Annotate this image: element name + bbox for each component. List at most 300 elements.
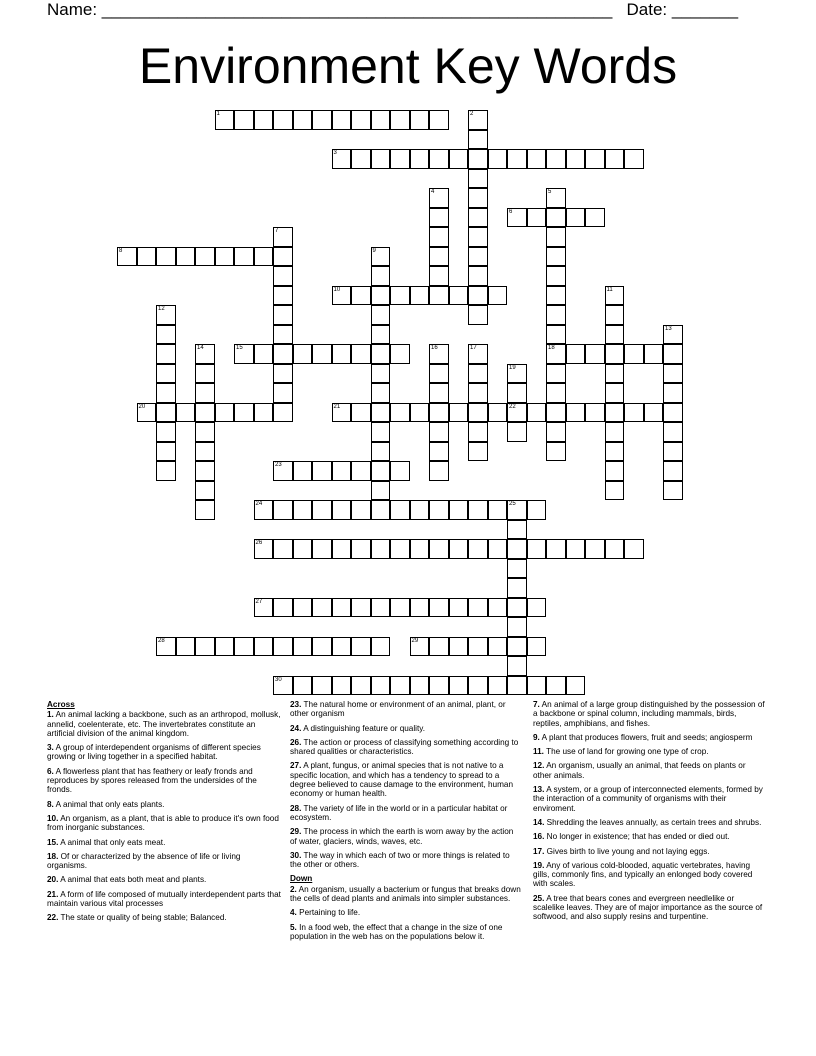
crossword-cell[interactable] xyxy=(273,676,293,696)
crossword-cell[interactable] xyxy=(390,676,410,696)
crossword-cell[interactable] xyxy=(371,344,391,364)
clue-item-text: Gives birth to live young and not laying eggs. xyxy=(544,846,710,856)
crossword-cell[interactable] xyxy=(449,598,469,618)
crossword-cell[interactable] xyxy=(137,403,157,423)
crossword-cell[interactable] xyxy=(468,598,488,618)
crossword-cell[interactable] xyxy=(371,110,391,130)
crossword-cell[interactable] xyxy=(215,637,235,657)
crossword-cell[interactable] xyxy=(234,110,254,130)
crossword-cell[interactable] xyxy=(585,403,605,423)
clue-item xyxy=(290,851,522,870)
crossword-cell[interactable] xyxy=(117,247,137,267)
crossword-cell[interactable] xyxy=(507,598,527,618)
crossword-cell[interactable] xyxy=(195,442,215,462)
crossword-cell[interactable] xyxy=(546,247,566,267)
crossword-cell[interactable] xyxy=(351,403,371,423)
crossword-cell[interactable] xyxy=(546,383,566,403)
crossword-cell[interactable] xyxy=(371,403,391,423)
crossword-cell[interactable] xyxy=(293,461,313,481)
crossword-cell[interactable] xyxy=(585,149,605,169)
clue-item-number: 25. xyxy=(533,893,545,903)
crossword-cell[interactable] xyxy=(390,539,410,559)
clue-item-text: An organism, usually a bacterium or fungus that breaks down the cells of dead plants and animals into simpler substances. xyxy=(290,884,521,904)
crossword-cell[interactable] xyxy=(156,422,176,442)
crossword-cell[interactable] xyxy=(429,637,449,657)
crossword-cell[interactable] xyxy=(663,325,683,345)
crossword-cell[interactable] xyxy=(176,403,196,423)
crossword-cell[interactable] xyxy=(507,578,527,598)
crossword-cell[interactable] xyxy=(195,364,215,384)
crossword-cell[interactable] xyxy=(273,598,293,618)
crossword-cell[interactable] xyxy=(546,188,566,208)
crossword-cell[interactable] xyxy=(429,227,449,247)
crossword-cell[interactable] xyxy=(195,422,215,442)
crossword-cell[interactable] xyxy=(215,403,235,423)
crossword-cell[interactable] xyxy=(371,442,391,462)
crossword-cell[interactable] xyxy=(390,461,410,481)
crossword-cell[interactable] xyxy=(332,539,352,559)
crossword-cell[interactable] xyxy=(429,461,449,481)
crossword-cell[interactable] xyxy=(254,500,274,520)
crossword-cell[interactable] xyxy=(429,149,449,169)
crossword-cell[interactable] xyxy=(468,110,488,130)
crossword-cell[interactable] xyxy=(546,676,566,696)
crossword-cell[interactable] xyxy=(546,403,566,423)
clue-item-text: Shredding the leaves annually, as certain trees and shrubs. xyxy=(544,817,762,827)
crossword-cell[interactable] xyxy=(254,598,274,618)
crossword-cell[interactable] xyxy=(156,461,176,481)
crossword-cell[interactable] xyxy=(449,539,469,559)
crossword-cell[interactable] xyxy=(507,676,527,696)
crossword-cell[interactable] xyxy=(605,344,625,364)
crossword-cell[interactable] xyxy=(507,559,527,579)
crossword-cell[interactable] xyxy=(468,676,488,696)
crossword-cell[interactable] xyxy=(371,266,391,286)
crossword-cell[interactable] xyxy=(332,461,352,481)
crossword-cell[interactable] xyxy=(585,344,605,364)
crossword-cell[interactable] xyxy=(429,364,449,384)
clue-item-number: 9. xyxy=(533,732,540,742)
crossword-cell[interactable] xyxy=(663,461,683,481)
crossword-cell[interactable] xyxy=(371,286,391,306)
crossword-cell[interactable] xyxy=(546,325,566,345)
crossword-cell[interactable] xyxy=(312,500,332,520)
crossword-cell[interactable] xyxy=(449,500,469,520)
crossword-cell[interactable] xyxy=(468,227,488,247)
crossword-cell[interactable] xyxy=(293,344,313,364)
crossword-cell[interactable] xyxy=(371,247,391,267)
crossword-cell[interactable] xyxy=(156,637,176,657)
crossword-cell[interactable] xyxy=(293,110,313,130)
crossword-cell[interactable] xyxy=(332,403,352,423)
clue-item-text: An animal of a large group distinguished by the possession of a backbone or spinal column, including mammals, birds, reptiles, amphibians, and fishes. xyxy=(533,700,765,728)
crossword-cell[interactable] xyxy=(507,149,527,169)
crossword-cell[interactable] xyxy=(429,442,449,462)
clue-number: 8 xyxy=(119,247,123,254)
crossword-cell[interactable] xyxy=(195,403,215,423)
crossword-cell[interactable] xyxy=(429,286,449,306)
crossword-cell[interactable] xyxy=(410,403,430,423)
crossword-cell[interactable] xyxy=(605,403,625,423)
crossword-cell[interactable] xyxy=(663,481,683,501)
down-heading: Down xyxy=(290,874,313,884)
crossword-cell[interactable] xyxy=(507,656,527,676)
crossword-cell[interactable] xyxy=(488,598,508,618)
crossword-cell[interactable] xyxy=(468,539,488,559)
crossword-cell[interactable] xyxy=(273,305,293,325)
clue-item-number: 8. xyxy=(47,799,54,809)
crossword-cell[interactable] xyxy=(293,637,313,657)
crossword-cell[interactable] xyxy=(605,539,625,559)
crossword-cell[interactable] xyxy=(527,539,547,559)
crossword-cell[interactable] xyxy=(390,403,410,423)
crossword-cell[interactable] xyxy=(351,344,371,364)
crossword-cell[interactable] xyxy=(371,676,391,696)
crossword-cell[interactable] xyxy=(293,539,313,559)
crossword-cell[interactable] xyxy=(605,481,625,501)
crossword-cell[interactable] xyxy=(585,208,605,228)
crossword-cell[interactable] xyxy=(527,676,547,696)
crossword-cell[interactable] xyxy=(507,383,527,403)
crossword-cell[interactable] xyxy=(449,676,469,696)
crossword-cell[interactable] xyxy=(429,110,449,130)
crossword-cell[interactable] xyxy=(429,383,449,403)
crossword-cell[interactable] xyxy=(176,247,196,267)
crossword-cell[interactable] xyxy=(566,208,586,228)
crossword-cell[interactable] xyxy=(273,344,293,364)
crossword-cell[interactable] xyxy=(273,637,293,657)
crossword-cell[interactable] xyxy=(371,461,391,481)
crossword-cell[interactable] xyxy=(332,149,352,169)
crossword-cell[interactable] xyxy=(605,383,625,403)
clue-item-number: 20. xyxy=(47,875,59,885)
crossword-cell[interactable] xyxy=(468,266,488,286)
crossword-cell[interactable] xyxy=(546,208,566,228)
crossword-cell[interactable] xyxy=(488,149,508,169)
crossword-cell[interactable] xyxy=(293,676,313,696)
crossword-cell[interactable] xyxy=(273,110,293,130)
crossword-cell[interactable] xyxy=(371,422,391,442)
crossword-cell[interactable] xyxy=(254,637,274,657)
crossword-cell[interactable] xyxy=(429,344,449,364)
crossword-cell[interactable] xyxy=(566,344,586,364)
crossword-cell[interactable] xyxy=(527,598,547,618)
crossword-cell[interactable] xyxy=(312,676,332,696)
crossword-cell[interactable] xyxy=(546,442,566,462)
crossword-cell[interactable] xyxy=(273,247,293,267)
crossword-cell[interactable] xyxy=(605,442,625,462)
crossword-cell[interactable] xyxy=(351,461,371,481)
crossword-cell[interactable] xyxy=(371,481,391,501)
crossword-cell[interactable] xyxy=(449,637,469,657)
crossword-cell[interactable] xyxy=(332,676,352,696)
clue-item-text: In a food web, the effect that a change in the size of one population in the web has on the populations below it. xyxy=(290,922,503,941)
crossword-cell[interactable] xyxy=(644,403,664,423)
crossword-cell[interactable] xyxy=(273,325,293,345)
crossword-cell[interactable] xyxy=(527,637,547,657)
crossword-cell[interactable] xyxy=(254,344,274,364)
crossword-cell[interactable] xyxy=(527,403,547,423)
crossword-cell[interactable] xyxy=(507,422,527,442)
crossword-cell[interactable] xyxy=(156,344,176,364)
crossword-cell[interactable] xyxy=(410,500,430,520)
crossword-cell[interactable] xyxy=(351,110,371,130)
crossword-cell[interactable] xyxy=(215,247,235,267)
crossword-cell[interactable] xyxy=(254,110,274,130)
crossword-cell[interactable] xyxy=(156,305,176,325)
crossword-cell[interactable] xyxy=(429,539,449,559)
crossword-cell[interactable] xyxy=(468,286,488,306)
clue-item xyxy=(290,724,522,733)
crossword-cell[interactable] xyxy=(468,305,488,325)
crossword-cell[interactable] xyxy=(351,149,371,169)
crossword-cell[interactable] xyxy=(390,598,410,618)
crossword-cell[interactable] xyxy=(312,461,332,481)
crossword-cell[interactable] xyxy=(371,305,391,325)
crossword-cell[interactable] xyxy=(468,344,488,364)
crossword-cell[interactable] xyxy=(429,266,449,286)
crossword-cell[interactable] xyxy=(410,637,430,657)
crossword-cell[interactable] xyxy=(605,325,625,345)
crossword-cell[interactable] xyxy=(332,344,352,364)
crossword-cell[interactable] xyxy=(546,344,566,364)
crossword-cell[interactable] xyxy=(371,637,391,657)
crossword-cell[interactable] xyxy=(663,442,683,462)
crossword-cell[interactable] xyxy=(546,286,566,306)
crossword-cell[interactable] xyxy=(468,403,488,423)
crossword-cell[interactable] xyxy=(507,539,527,559)
crossword-cell[interactable] xyxy=(468,364,488,384)
crossword-cell[interactable] xyxy=(332,500,352,520)
crossword-cell[interactable] xyxy=(254,403,274,423)
crossword-cell[interactable] xyxy=(429,500,449,520)
crossword-cell[interactable] xyxy=(624,149,644,169)
crossword-cell[interactable] xyxy=(390,500,410,520)
crossword-cell[interactable] xyxy=(195,383,215,403)
crossword-cell[interactable] xyxy=(605,305,625,325)
crossword-cell[interactable] xyxy=(410,598,430,618)
crossword-cell[interactable] xyxy=(507,500,527,520)
crossword-cell[interactable] xyxy=(156,383,176,403)
crossword-cell[interactable] xyxy=(273,461,293,481)
crossword-cell[interactable] xyxy=(488,500,508,520)
crossword-cell[interactable] xyxy=(273,266,293,286)
crossword-cell[interactable] xyxy=(605,286,625,306)
crossword-cell[interactable] xyxy=(371,364,391,384)
crossword-cell[interactable] xyxy=(566,539,586,559)
crossword-cell[interactable] xyxy=(449,149,469,169)
crossword-cell[interactable] xyxy=(663,364,683,384)
crossword-cell[interactable] xyxy=(254,247,274,267)
crossword-cell[interactable] xyxy=(468,247,488,267)
crossword-cell[interactable] xyxy=(468,422,488,442)
clue-item xyxy=(47,814,281,833)
crossword-cell[interactable] xyxy=(468,130,488,150)
clue-item-text: A animal that only eats plants. xyxy=(53,799,165,809)
crossword-cell[interactable] xyxy=(273,403,293,423)
crossword-cell[interactable] xyxy=(273,364,293,384)
crossword-cell[interactable] xyxy=(624,539,644,559)
clues-column-across xyxy=(47,700,281,928)
crossword-cell[interactable] xyxy=(585,539,605,559)
crossword-cell[interactable] xyxy=(527,149,547,169)
crossword-cell[interactable] xyxy=(507,520,527,540)
crossword-cell[interactable] xyxy=(410,149,430,169)
crossword-cell[interactable] xyxy=(429,188,449,208)
crossword-cell[interactable] xyxy=(449,286,469,306)
crossword-cell[interactable] xyxy=(429,403,449,423)
clue-number: 1 xyxy=(216,111,220,117)
crossword-cell[interactable] xyxy=(488,403,508,423)
crossword-cell[interactable] xyxy=(312,110,332,130)
crossword-cell[interactable] xyxy=(605,461,625,481)
crossword-cell[interactable] xyxy=(468,149,488,169)
crossword-cell[interactable] xyxy=(351,676,371,696)
crossword-cell[interactable] xyxy=(156,442,176,462)
crossword-cell[interactable] xyxy=(468,188,488,208)
crossword-cell[interactable] xyxy=(449,403,469,423)
crossword-cell[interactable] xyxy=(234,247,254,267)
clue-item xyxy=(47,852,281,871)
crossword-cell[interactable] xyxy=(293,598,313,618)
crossword-cell[interactable] xyxy=(624,344,644,364)
crossword-cell[interactable] xyxy=(371,149,391,169)
crossword-cell[interactable] xyxy=(312,344,332,364)
crossword-cell[interactable] xyxy=(663,403,683,423)
crossword-cell[interactable] xyxy=(546,227,566,247)
crossword-cell[interactable] xyxy=(605,149,625,169)
crossword-cell[interactable] xyxy=(332,598,352,618)
clue-number: 29 xyxy=(411,637,419,644)
crossword-cell[interactable] xyxy=(546,422,566,442)
crossword-cell[interactable] xyxy=(254,539,274,559)
crossword-cell[interactable] xyxy=(273,286,293,306)
crossword-cell[interactable] xyxy=(351,637,371,657)
crossword-cell[interactable] xyxy=(156,247,176,267)
crossword-cell[interactable] xyxy=(488,539,508,559)
crossword-cell[interactable] xyxy=(371,325,391,345)
crossword-cell[interactable] xyxy=(644,344,664,364)
crossword-cell[interactable] xyxy=(195,344,215,364)
crossword-cell[interactable] xyxy=(566,149,586,169)
crossword-cell[interactable] xyxy=(410,676,430,696)
crossword-cell[interactable] xyxy=(468,383,488,403)
crossword-cell[interactable] xyxy=(429,676,449,696)
crossword-cell[interactable] xyxy=(156,364,176,384)
crossword-cell[interactable] xyxy=(351,539,371,559)
crossword-cell[interactable] xyxy=(507,364,527,384)
crossword-cell[interactable] xyxy=(527,500,547,520)
crossword-cell[interactable] xyxy=(468,208,488,228)
crossword-cell[interactable] xyxy=(488,676,508,696)
crossword-cell[interactable] xyxy=(488,637,508,657)
crossword-cell[interactable] xyxy=(137,247,157,267)
crossword-cell[interactable] xyxy=(351,286,371,306)
clue-item-text: A tree that bears cones and evergreen needlelike or scalelike leaves. They are of major importance as the source of softwood, and also supply resins and turpentine. xyxy=(533,893,763,922)
crossword-cell[interactable] xyxy=(663,383,683,403)
crossword-cell[interactable] xyxy=(312,637,332,657)
crossword-cell[interactable] xyxy=(351,500,371,520)
clue-number: 15 xyxy=(236,345,243,351)
crossword-cell[interactable] xyxy=(468,442,488,462)
crossword-cell[interactable] xyxy=(527,208,547,228)
crossword-cell[interactable] xyxy=(546,266,566,286)
crossword-cell[interactable] xyxy=(410,539,430,559)
crossword-cell[interactable] xyxy=(234,637,254,657)
crossword-cell[interactable] xyxy=(507,208,527,228)
crossword-cell[interactable] xyxy=(390,344,410,364)
crossword-cell[interactable] xyxy=(507,403,527,423)
crossword-cell[interactable] xyxy=(371,598,391,618)
crossword-cell[interactable] xyxy=(273,500,293,520)
crossword-cell[interactable] xyxy=(273,227,293,247)
crossword-cell[interactable] xyxy=(390,149,410,169)
crossword-cell[interactable] xyxy=(156,403,176,423)
crossword-cell[interactable] xyxy=(605,364,625,384)
crossword-cell[interactable] xyxy=(546,539,566,559)
crossword-cell[interactable] xyxy=(624,403,644,423)
crossword-cell[interactable] xyxy=(195,500,215,520)
crossword-cell[interactable] xyxy=(410,110,430,130)
crossword-cell[interactable] xyxy=(234,403,254,423)
crossword-cell[interactable] xyxy=(195,481,215,501)
crossword-cell[interactable] xyxy=(351,598,371,618)
clue-item-number: 11. xyxy=(533,747,544,757)
crossword-cell[interactable] xyxy=(332,110,352,130)
crossword-cell[interactable] xyxy=(566,676,586,696)
crossword-cell[interactable] xyxy=(429,422,449,442)
crossword-cell[interactable] xyxy=(429,208,449,228)
crossword-cell[interactable] xyxy=(546,149,566,169)
crossword-cell[interactable] xyxy=(468,169,488,189)
crossword-cell[interactable] xyxy=(429,247,449,267)
crossword-cell[interactable] xyxy=(507,637,527,657)
crossword-cell[interactable] xyxy=(371,539,391,559)
crossword-cell[interactable] xyxy=(195,461,215,481)
crossword-cell[interactable] xyxy=(663,422,683,442)
crossword-cell[interactable] xyxy=(468,637,488,657)
crossword-cell[interactable] xyxy=(215,110,235,130)
crossword-cell[interactable] xyxy=(507,617,527,637)
crossword-cell[interactable] xyxy=(156,325,176,345)
crossword-cell[interactable] xyxy=(293,500,313,520)
crossword-cell[interactable] xyxy=(488,286,508,306)
crossword-cell[interactable] xyxy=(546,364,566,384)
crossword-cell[interactable] xyxy=(234,344,254,364)
crossword-cell[interactable] xyxy=(273,539,293,559)
clue-item-number: 22. xyxy=(47,913,59,923)
crossword-cell[interactable] xyxy=(410,286,430,306)
crossword-cell[interactable] xyxy=(312,539,332,559)
crossword-cell[interactable] xyxy=(273,383,293,403)
crossword-cell[interactable] xyxy=(195,247,215,267)
crossword-cell[interactable] xyxy=(429,598,449,618)
crossword-cell[interactable] xyxy=(332,637,352,657)
crossword-cell[interactable] xyxy=(195,637,215,657)
crossword-cell[interactable] xyxy=(371,500,391,520)
crossword-cell[interactable] xyxy=(663,344,683,364)
crossword-cell[interactable] xyxy=(371,383,391,403)
crossword-cell[interactable] xyxy=(546,305,566,325)
crossword-cell[interactable] xyxy=(390,286,410,306)
crossword-cell[interactable] xyxy=(468,500,488,520)
crossword-cell[interactable] xyxy=(566,403,586,423)
crossword-cell[interactable] xyxy=(390,110,410,130)
crossword-cell[interactable] xyxy=(312,598,332,618)
crossword-cell[interactable] xyxy=(332,286,352,306)
crossword-cell[interactable] xyxy=(605,422,625,442)
crossword-cell[interactable] xyxy=(176,637,196,657)
